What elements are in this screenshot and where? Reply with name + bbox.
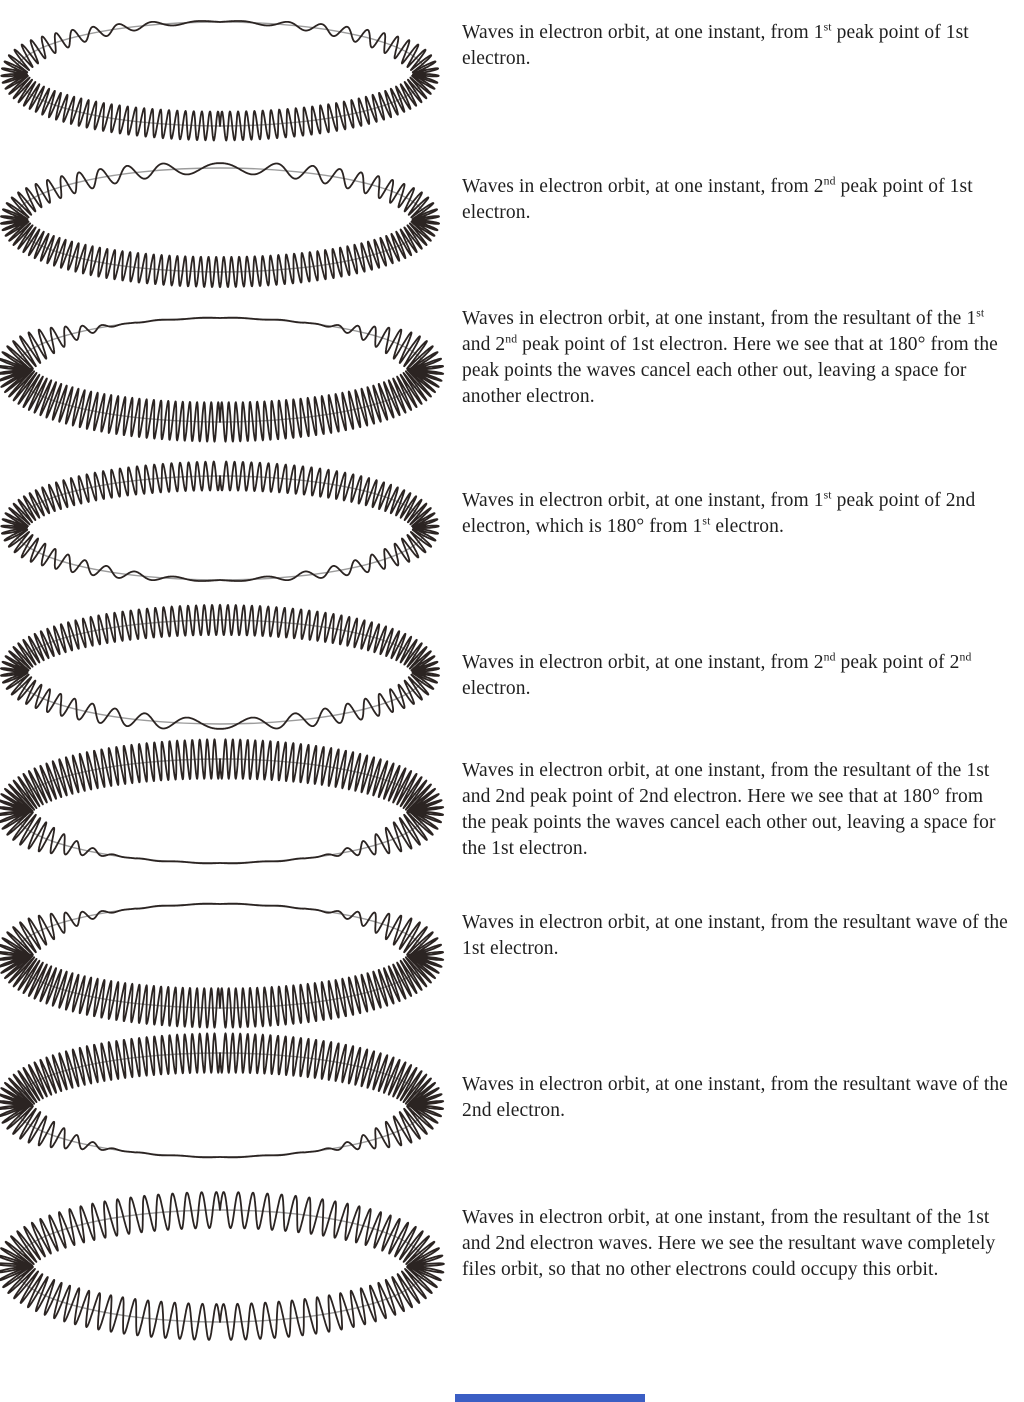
caption-9 [462, 1205, 1010, 1283]
caption-text: peak point of 2nd electron, which is 180° from 1 [462, 490, 976, 537]
caption-text: peak point of 1st electron. Here we see that at 180° from the peak points the waves cancel each other out, leaving a space for another electron. [462, 334, 998, 407]
caption-1 [462, 20, 1010, 72]
caption-text: and 2 [462, 334, 506, 355]
orbit-wave-diagram-9 [0, 1182, 452, 1350]
ordinal-superscript: st [823, 20, 832, 34]
caption-text: Waves in electron orbit, at one instant, from 1 [462, 490, 824, 511]
caption-text: electron. [462, 678, 531, 699]
electron-wave [1, 163, 439, 287]
orbit-ellipse [14, 1210, 426, 1322]
orbit-wave-diagram-7 [0, 881, 452, 1033]
orbit-wave-diagram-2 [0, 146, 452, 296]
caption-text: Waves in electron orbit, at one instant, from 1 [462, 22, 824, 43]
caption-text: Waves in electron orbit, at one instant, from the resultant of the 1 [462, 308, 977, 329]
ordinal-superscript: st [823, 488, 832, 502]
caption-text: peak point of 1st electron. [462, 22, 969, 69]
caption-8 [462, 1072, 1010, 1124]
caption-text: peak point of 2 [835, 652, 960, 673]
caption-text: Waves in electron orbit, at one instant, from the resultant of the 1st and 2nd electron waves. Here we see the resultant wave completely files orbit, so that no other electrons could occupy this orbit. [462, 1207, 996, 1280]
ordinal-superscript: st [976, 306, 985, 320]
caption-5 [462, 650, 1010, 702]
caption-text: Waves in electron orbit, at one instant, from the resultant wave of the 2nd electron. [462, 1074, 1008, 1121]
caption-4 [462, 488, 1010, 540]
caption-text: peak point of 1st electron. [462, 176, 973, 223]
caption-3 [462, 306, 1010, 410]
ordinal-superscript: nd [959, 650, 972, 664]
ordinal-superscript: nd [823, 174, 836, 188]
caption-text: Waves in electron orbit, at one instant, from 2 [462, 652, 824, 673]
orbit-wave-diagram-6 [0, 736, 452, 888]
caption-text: Waves in electron orbit, at one instant, from 2 [462, 176, 824, 197]
orbit-wave-diagram-3 [0, 294, 452, 446]
caption-2 [462, 174, 1010, 226]
caption-text: Waves in electron orbit, at one instant, from the resultant of the 1st and 2nd peak point of 2nd electron. Here we see that at 180° from the peak points the waves cancel each other out, leaving a space for the 1st electron. [462, 760, 996, 859]
electron-wave [0, 1192, 444, 1340]
caption-text: Waves in electron orbit, at one instant, from the resultant wave of the 1st electron. [462, 912, 1008, 959]
bottom-accent-bar [455, 1394, 645, 1402]
orbit-wave-diagram-5 [0, 596, 452, 746]
orbit-wave-diagram-4 [0, 452, 452, 602]
orbit-wave-diagram-1 [0, 0, 452, 150]
ordinal-superscript: nd [823, 650, 836, 664]
electron-wave [1, 605, 439, 729]
ordinal-superscript: nd [505, 332, 518, 346]
caption-6 [462, 758, 1010, 862]
orbit-wave-diagram-8 [0, 1030, 452, 1182]
caption-7 [462, 910, 1010, 962]
caption-text: electron. [710, 516, 784, 537]
ordinal-superscript: st [702, 514, 711, 528]
